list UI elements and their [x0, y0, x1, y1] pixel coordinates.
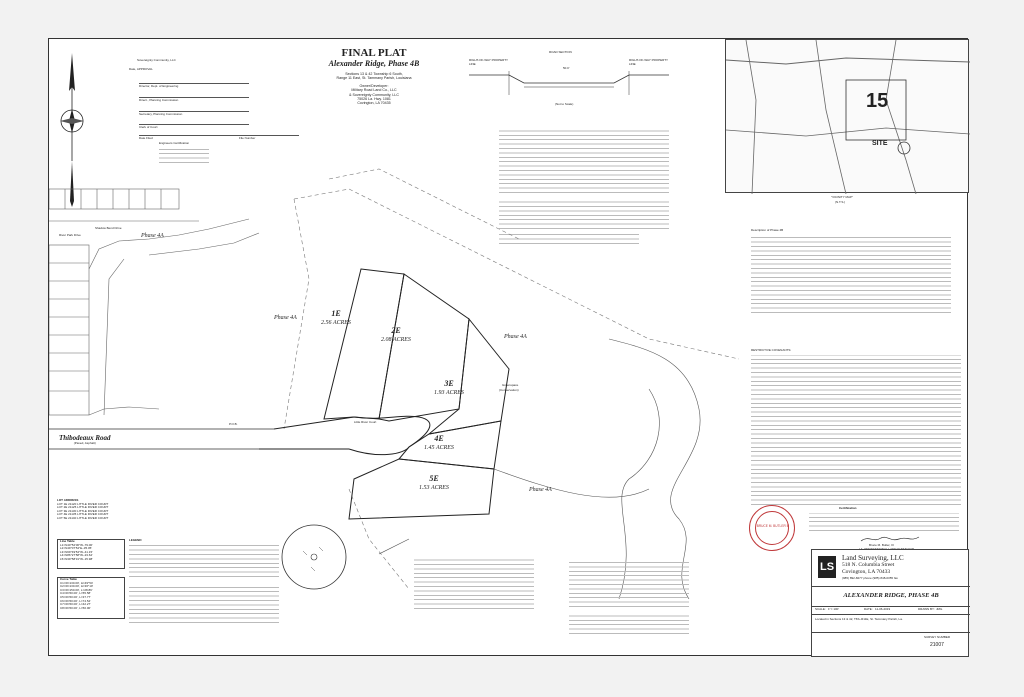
approval-line-4: Direct., Planning Commission: [139, 98, 179, 102]
curve-row-5: C5=R=50.00', L=37.77': [60, 594, 91, 599]
road-section-note: (Not to Scale): [555, 102, 574, 106]
lot-address-title: LOT ADDRESS: [57, 498, 79, 502]
road-section-profile-icon: [469, 66, 669, 99]
plat-location-1: Sections 13 & 42 Township 6 South,: [345, 72, 403, 76]
vicinity-map-roads-icon: [726, 40, 970, 194]
road-section-title: ROAD SECTION: [549, 50, 572, 54]
owner-heading: Owner/Developer:: [359, 83, 389, 88]
certification-title: Certification: [839, 506, 857, 510]
lot-5e-label: 5E: [429, 474, 439, 483]
approval-line-7: Date Filed: [139, 136, 153, 140]
curve-row-6: C6=R=50.00', L=74.54': [60, 598, 91, 603]
thibodeaux-road-note: (Paved, Asphalt): [73, 441, 96, 445]
restrictive-description-title: Description of Phase 4B: [751, 228, 784, 232]
lot-address-4: LOT 4E 21135 LITTLE RIVER COURT: [57, 512, 109, 517]
phase-4a-label-2: Phase 4A: [274, 315, 297, 321]
line-row-4: L4=N86°27'58"W–23.62': [60, 553, 93, 558]
approval-line-2: Date, APPROVAL: [129, 67, 153, 71]
approval-line-5: Secretary, Planning Commission: [139, 112, 183, 116]
curve-table: [57, 577, 125, 619]
greenspace-note: (Conservation): [499, 388, 519, 392]
phase-4a-label-3: Phase 4A: [504, 334, 527, 340]
firm-address-1: 518 N. Columbia Street: [842, 562, 895, 568]
lot-1e-label: 1E: [331, 309, 341, 318]
curve-row-3: C3=R=150.00', L=28.89': [60, 587, 93, 592]
phase-4a-label-4: Phase 4A: [529, 487, 552, 493]
pob-label: P.O.B.: [229, 422, 238, 426]
lot-5e-acres: 1.53 ACRES: [419, 485, 449, 491]
owner-line-1: Military Road Land Co., LLC: [351, 88, 397, 93]
lot-address-2: LOT 2E 21125 LITTLE RIVER COURT: [57, 505, 109, 510]
road-section-row-right: RIGHT-OF-WAY PROPERTY LINE: [629, 58, 669, 66]
line-table-title: Line Table: [60, 539, 75, 543]
road-section-width: 50.0': [563, 66, 570, 70]
greenspace-label: Greenspace: [502, 383, 519, 387]
lot-address-block: [57, 499, 167, 521]
little-river-court: Little River Court: [354, 420, 377, 424]
plat-location-2: Range 11 East, St. Tammany Parish, Louisiana: [336, 76, 412, 81]
drawn-label: DRAWN BY:: [918, 607, 935, 611]
vicinity-label: "VICINITY MAP": [831, 195, 854, 199]
river-park-drive: River Park Drive: [59, 233, 81, 237]
project-name: ALEXANDER RIDGE, PHASE 4B: [843, 592, 939, 599]
vicinity-section-number: 15: [866, 90, 889, 112]
lot-3e-acres: 1.93 ACRES: [434, 390, 464, 396]
firm-logo-icon: LS: [818, 556, 836, 578]
owner-line-2: & Sovereignty Community, LLC: [349, 92, 399, 97]
curve-row-7: C7=R=50.00', L=42.27': [60, 602, 91, 607]
plat-subtitle: Alexander Ridge, Phase 4B: [328, 59, 420, 68]
notes-text: [129, 587, 279, 623]
line-row-5: L5=N39°58'31"W–15.98': [60, 556, 93, 561]
curve-row-8: C8=R=50.00', L=50.00': [60, 605, 91, 610]
lot-3e-label: 3E: [444, 379, 454, 388]
drawn-value: JMG: [936, 607, 943, 611]
plat-drawing: [49, 159, 749, 599]
lot-address-5: LOT 5E 21140 LITTLE RIVER COURT: [57, 515, 109, 520]
curve-row-1: C1=R=130.00', Δ=49°54': [60, 580, 94, 585]
located-text: Located in Sections 13 & 42, T6S–R11E, St. Tammany Parish, La.: [815, 617, 903, 621]
curve-row-2: C2=R=130.00', Δ=36°10': [60, 584, 94, 589]
vicinity-site: SITE: [872, 140, 888, 147]
owner-line-4: Covington, LA 70435: [357, 101, 391, 106]
owner-line-3: 75026 La. Hwy. 1081: [357, 97, 391, 102]
lot-2e-label: 2E: [391, 326, 401, 335]
firm-name: Land Surveying, LLC: [842, 554, 904, 562]
lot-address-1: LOT 1E 21120 LITTLE RIVER COURT: [57, 501, 109, 506]
curve-row-4: C4=R=50.00', L=55.58': [60, 591, 91, 596]
line-row-1: L1=N40°52'06"W–79.00': [60, 542, 93, 547]
surveyor-stamp-text: BRUCE M. BUTLER III: [756, 524, 790, 528]
line-row-2: L2=N49°07'54"E–35.05': [60, 546, 92, 551]
approval-line-3: Director, Dept. of Engineering: [139, 84, 179, 88]
thibodeaux-road: [59, 434, 111, 446]
firm-title-block: [811, 549, 969, 657]
plat-title: FINAL PLAT: [341, 47, 407, 59]
date-label: DATE:: [864, 607, 873, 611]
curve-table-title: Curve Table: [60, 577, 77, 581]
phase-4a-label-1: Phase 4A: [141, 233, 164, 239]
firm-address-2: Covington, LA 70433: [842, 569, 891, 575]
lot-4e-label: 4E: [434, 434, 444, 443]
surveyor-stamp: [749, 505, 795, 551]
title-block: [289, 47, 459, 127]
lot-1e-acres: 2.56 ACRES: [321, 320, 351, 326]
restrictive-title: RESTRICTIVE COVENANTS:: [751, 348, 792, 352]
survey-number: 21007: [930, 642, 944, 648]
scale-value: 1"= 100': [828, 607, 839, 611]
legend-title: LEGEND: [129, 538, 142, 542]
approval-line-1: Sovereignty Community, LLC: [137, 58, 176, 62]
surveyor-name: Bruce M. Butler, III: [869, 543, 894, 547]
legend-block: [129, 539, 279, 579]
approval-line-8: File Number: [239, 136, 256, 140]
lot-address-3: LOT 3E 21130 LITTLE RIVER COURT: [57, 508, 109, 513]
approval-line-6: Clerk of Court: [139, 125, 158, 129]
scale-label: SCALE:: [815, 607, 826, 611]
firm-phone: (985) 892-8277 phone (985) 848-0355 fax: [842, 576, 898, 580]
engineer-cert: Engineers Certification: [159, 141, 190, 145]
road-section: [469, 51, 669, 121]
line-table: [57, 539, 125, 569]
lot-4e-acres: 1.45 ACRES: [424, 445, 454, 451]
approval-block: [119, 55, 299, 145]
road-section-row-left: RIGHT-OF-WAY PROPERTY LINE: [469, 58, 509, 66]
vicinity-map: [725, 39, 969, 193]
lot-2e-acres: 2.08 ACRES: [381, 337, 411, 343]
shadow-bend-drive: Shadow Bend Drive: [95, 226, 122, 230]
thibodeaux-road-name: Thibodeaux Road: [59, 434, 111, 442]
line-row-3: L3=N69°49'54"W–41.15': [60, 549, 93, 554]
survey-number-label: SURVEY NUMBER: [924, 635, 951, 639]
plat-sheet: [48, 38, 968, 656]
date-value: 11-06-2019: [875, 607, 891, 611]
vicinity-scale: (N.T.S.): [835, 200, 846, 204]
